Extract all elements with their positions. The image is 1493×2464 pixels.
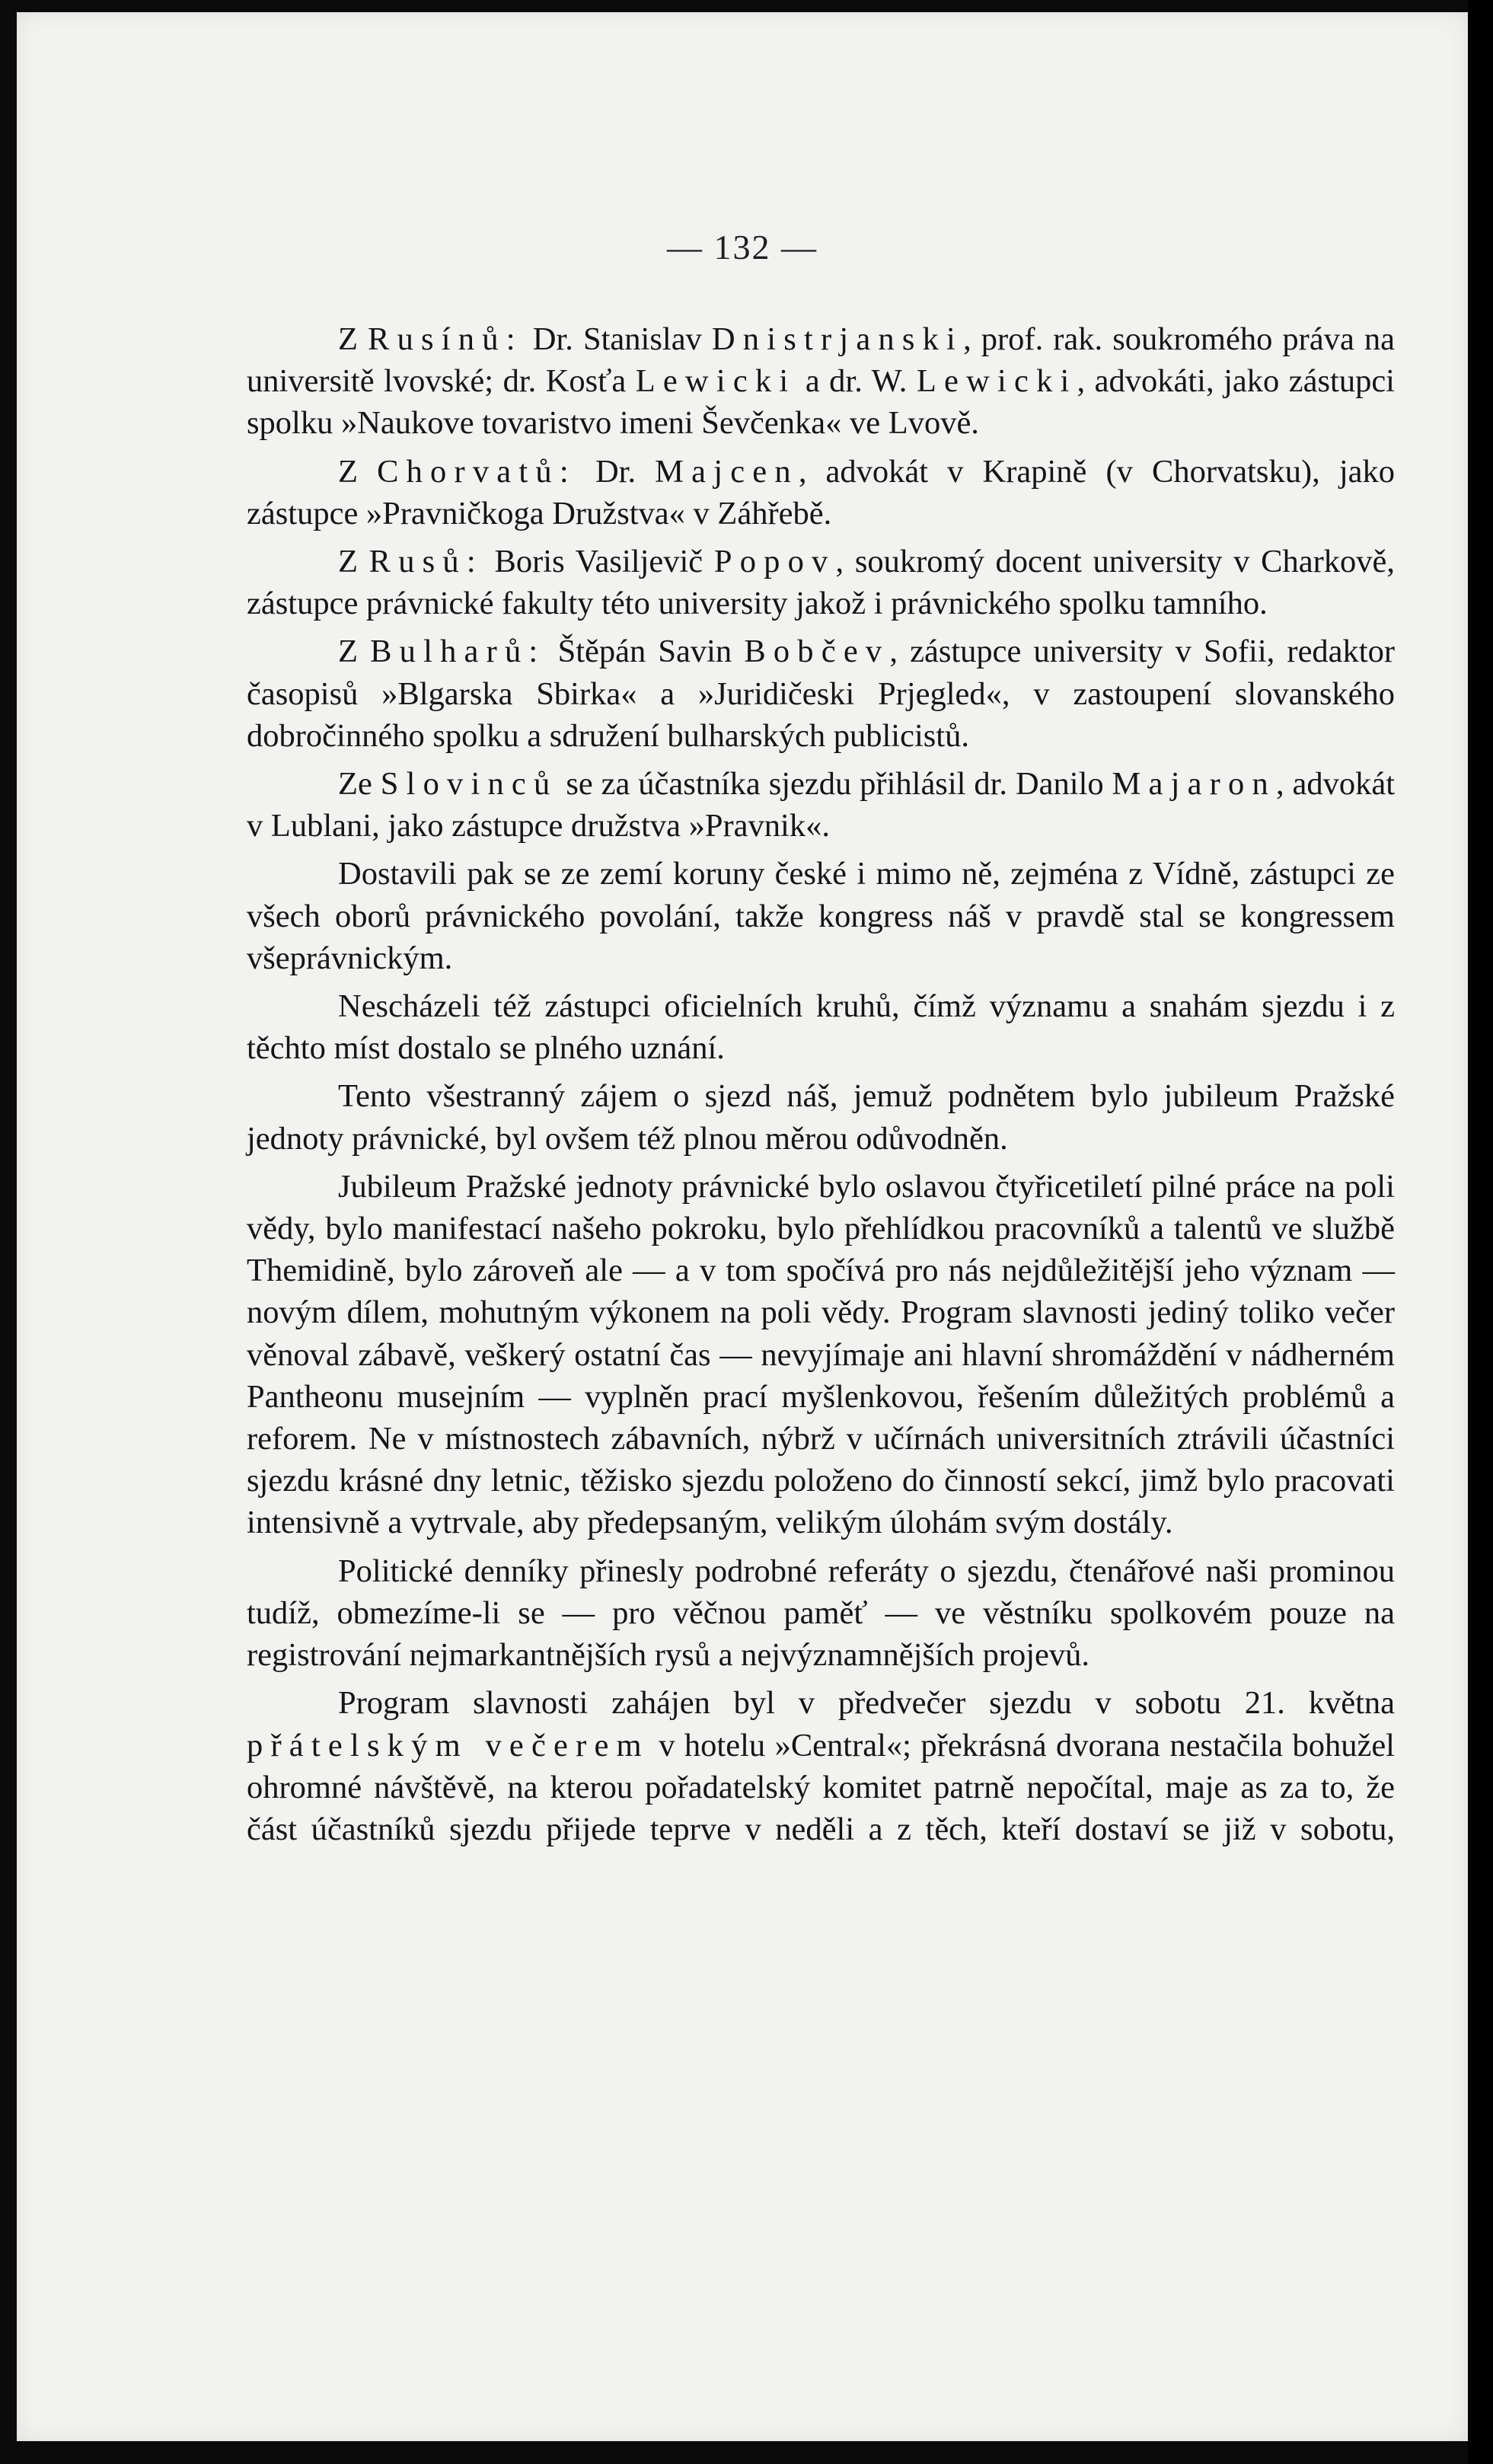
spaced-name: Lewicki xyxy=(916,363,1077,400)
text-run: Dr. xyxy=(576,453,656,490)
paragraph-politicke xyxy=(247,1550,1395,1677)
spaced-name: Majcen xyxy=(655,453,799,490)
spaced-name: Lewicki xyxy=(635,363,796,400)
paragraph-slovincu xyxy=(247,763,1395,847)
paragraph-rusinu xyxy=(247,318,1395,445)
text-run: a dr. W. xyxy=(796,363,917,400)
text-run: , advokát v Krapině (v Chorvatsku), jako zástupce »Pravničkoga Družstva« v Záhřebě. xyxy=(247,453,1395,531)
text-run: Štěpán Savin xyxy=(545,634,745,670)
text-run: Ze xyxy=(338,766,381,803)
paragraph-dostavili xyxy=(247,853,1395,979)
page-number: — 132 — xyxy=(667,228,818,267)
text-run: , zástupce university v Sofii, redaktor časopisů »Blgarska Sbirka« a »Juridičeski Prjegled«, v zastoupení slovanského dobročinného spolku a sdružení bulharských publicistů. xyxy=(247,634,1396,754)
paragraph-program xyxy=(247,1682,1395,1850)
text-run: Boris Vasiljevič xyxy=(483,544,714,580)
text-run: , advokát v Lublani, jako zástupce družstva »Pravnik«. xyxy=(247,766,1396,844)
spaced-name: Slovinců xyxy=(380,766,558,803)
spaced-name: Majaron xyxy=(1112,766,1276,803)
spaced-name: Bulharů: xyxy=(370,634,546,670)
text-run: Jubileum Pražské jednoty právnické bylo oslavou čtyřicetiletí pilné práce na poli vědy, bylo manifestací našeho pokroku, bylo přehlídkou pracovníků a talentů ve službě Themidině, bylo zároveň ale — a v tom spočívá pro nás nejdůležitější jeho význam — novým dílem, mohutným výkonem na poli vědy. Program slavnosti jediný toliko večer věnoval zábavě, veškerý ostatní čas — nevyjímaje ani hlavní shromáždění v nádherném Pantheonu musejním — vyplněn prací myšlenkovou, řešením důležitých problémů a reforem. Ne v místnostech zábavních, nýbrž v učírnách universitních ztrávili účastníci sjezdu krásné dny letnic, těžisko sjezdu položeno do činností sekcí, jimž bylo pracovati intensivně a vytrvale, aby předepsaným, velikým úlohám svým dostály. xyxy=(247,1168,1395,1541)
spaced-name: Chorvatů: xyxy=(377,453,576,490)
body-text xyxy=(247,318,1395,1856)
paragraph-tento xyxy=(247,1075,1395,1159)
spaced-name: přátelským večerem xyxy=(247,1727,649,1763)
paragraph-rusu xyxy=(247,541,1395,624)
text-run: Tento všestranný zájem o sjezd náš, jemuž podnětem bylo jubileum Pražské jednoty právnické, byl ovšem též plnou měrou odůvodněn. xyxy=(247,1078,1395,1157)
text-run: Dr. Stanislav xyxy=(522,321,712,357)
paper-sheet xyxy=(17,12,1468,2441)
text-run: Z xyxy=(338,544,369,580)
paragraph-jubileum xyxy=(247,1166,1395,1544)
text-run: , advokáti, jako zástupci spolku »Naukove tovaristvo imeni Ševčenka« ve Lvově. xyxy=(247,363,1395,442)
spaced-name: Popov xyxy=(713,544,836,580)
text-run: Z xyxy=(338,453,378,490)
text-run: Program slavnosti zahájen byl v předvečer sjezdu v sobotu 21. května xyxy=(338,1685,1395,1722)
text-run: Nescházeli též zástupci oficielních kruhů, čímž významu a snahám sjezdu i z těchto míst dostalo se plného uznání. xyxy=(247,988,1395,1067)
paragraph-bulharu xyxy=(247,630,1395,757)
text-run: v hotelu »Central«; překrásná dvorana nestačila bohužel ohromné návštěvě, na kterou pořadatelský komitet patrně nepočítal, maje as za to, že část účastníků sjezdu přijede teprve v neděli a z těch, kteří dostaví se již v sobotu, xyxy=(247,1727,1395,1847)
text-run: Z xyxy=(338,634,371,670)
spaced-name: Rusů: xyxy=(368,544,483,580)
text-run: Z xyxy=(338,321,368,357)
text-run: , soukromý docent university v Charkově, zástupce právnické fakulty této university jakož i právnického spolku tamního. xyxy=(247,544,1395,622)
paragraph-chorvatu xyxy=(247,451,1395,535)
text-run: Dostavili pak se ze zemí koruny české i mimo ně, zejména z Vídně, zástupci ze všech oborů právnického povolání, takže kongress náš v pravdě stal se kongressem všeprávnickým. xyxy=(247,856,1395,976)
spaced-name: Dnistrjanski xyxy=(711,321,964,357)
text-run: , prof. rak. soukromého práva na universitě lvovské; dr. Kosťa xyxy=(247,321,1395,400)
spaced-name: Bobčev xyxy=(744,634,890,670)
text-run: Politické denníky přinesly podrobné referáty o sjezdu, čtenářové naši prominou tudíž, obmezíme-li se — pro věčnou paměť — ve věstníku spolkovém pouze na registrování nejmarkantnějších rysů a nejvýznamnějších projevů. xyxy=(247,1553,1395,1674)
scan-edge xyxy=(1468,0,1493,2464)
text-run: se za účastníka sjezdu přihlásil dr. Danilo xyxy=(557,766,1112,803)
paragraph-neschazeli xyxy=(247,985,1395,1069)
spaced-name: Rusínů: xyxy=(368,321,523,357)
